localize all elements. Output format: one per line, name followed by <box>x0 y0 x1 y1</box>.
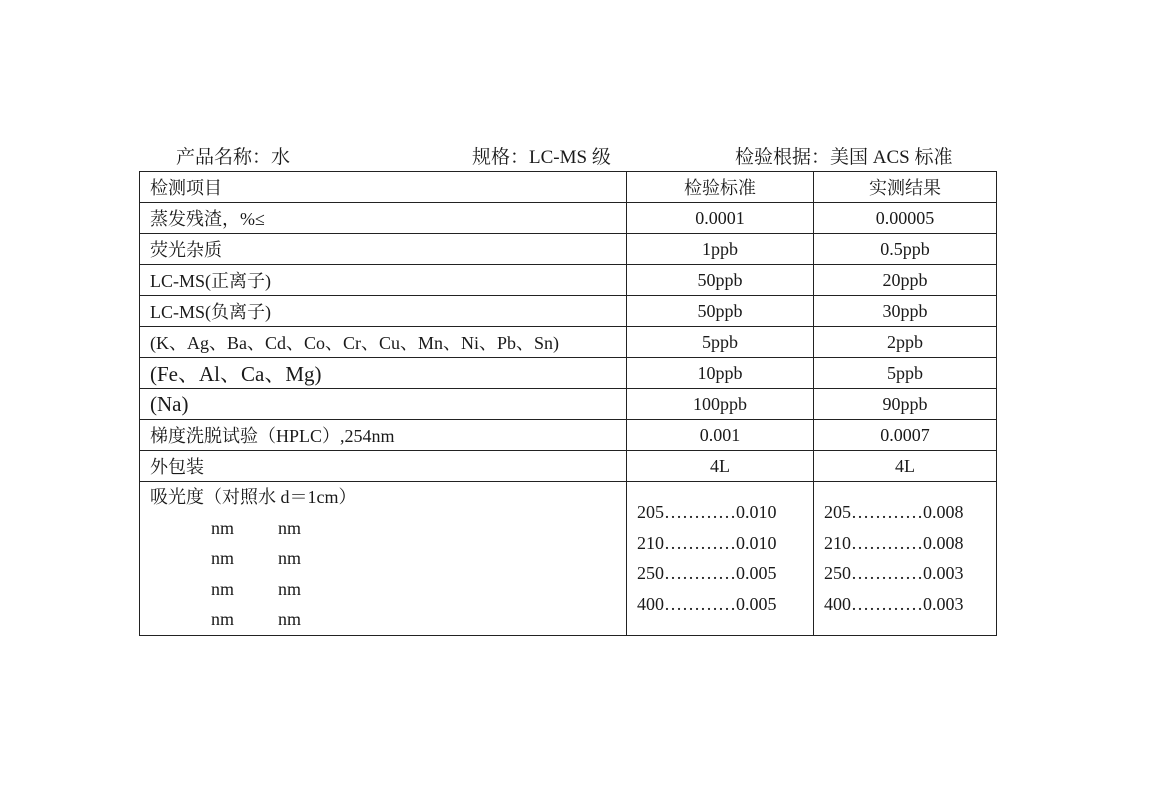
table-row <box>140 327 997 358</box>
nm-line <box>150 513 626 544</box>
absorbance-standard-value: 205…………0.010 <box>637 502 777 523</box>
row-standard: 50ppb <box>627 265 814 296</box>
absorbance-standard-value: 210…………0.010 <box>637 532 777 553</box>
absorbance-result <box>814 482 997 636</box>
nm-line <box>150 543 626 574</box>
table-row <box>140 203 997 234</box>
nm-unit: nm <box>278 548 302 568</box>
absorbance-result-value: 250…………0.003 <box>824 563 964 584</box>
row-item: LC-MS(负离子) <box>140 296 627 327</box>
inspection-basis: 检验根据：美国 ACS 标准 <box>735 147 953 168</box>
absorbance-label: 吸光度（对照水 d＝1cm） <box>150 487 357 507</box>
table-row <box>140 265 997 296</box>
nm-unit: nm <box>211 578 235 599</box>
nm-unit: nm <box>211 609 235 629</box>
spec-table <box>139 171 997 636</box>
absorbance-row <box>140 482 997 636</box>
absorbance-standard-value: 250…………0.005 <box>637 563 777 584</box>
absorbance-standard <box>627 482 814 636</box>
row-item: 荧光杂质 <box>140 234 627 265</box>
row-result: 0.00005 <box>814 203 997 234</box>
row-standard: 50ppb <box>627 296 814 327</box>
nm-unit: nm <box>211 517 235 538</box>
nm-line <box>150 574 626 605</box>
absorbance-result-value: 210…………0.008 <box>824 532 964 553</box>
row-item: (K、Ag、Ba、Cd、Co、Cr、Cu、Mn、Ni、Pb、Sn) <box>140 327 627 358</box>
row-standard: 0.0001 <box>627 203 814 234</box>
table-row <box>140 420 997 451</box>
nm-line <box>150 604 626 635</box>
row-result: 30ppb <box>814 296 997 327</box>
row-result: 5ppb <box>814 358 997 389</box>
row-result: 20ppb <box>814 265 997 296</box>
product-name: 产品名称：水 <box>176 147 291 168</box>
row-result: 4L <box>814 451 997 482</box>
row-item: (Na) <box>140 389 627 420</box>
row-item: (Fe、Al、Ca、Mg) <box>140 358 627 389</box>
row-result: 0.5ppb <box>814 234 997 265</box>
table-row <box>140 234 997 265</box>
row-standard: 10ppb <box>627 358 814 389</box>
row-standard: 1ppb <box>627 234 814 265</box>
row-item: LC-MS(正离子) <box>140 265 627 296</box>
row-item: 外包装 <box>140 451 627 482</box>
row-standard: 0.001 <box>627 420 814 451</box>
table-row <box>140 296 997 327</box>
absorbance-result-value: 205…………0.008 <box>824 502 964 523</box>
row-standard: 4L <box>627 451 814 482</box>
document-header <box>0 142 1160 168</box>
nm-unit: nm <box>211 548 235 568</box>
row-standard: 5ppb <box>627 327 814 358</box>
row-result: 90ppb <box>814 389 997 420</box>
absorbance-result-value: 400…………0.003 <box>824 593 964 614</box>
table-row <box>140 358 997 389</box>
row-item: 梯度洗脱试验（HPLC）,254nm <box>140 420 627 451</box>
col-header-result: 实测结果 <box>814 172 997 203</box>
row-result: 2ppb <box>814 327 997 358</box>
table-row <box>140 451 997 482</box>
nm-unit: nm <box>278 517 302 538</box>
row-standard: 100ppb <box>627 389 814 420</box>
table-header-row <box>140 172 997 203</box>
col-header-item: 检测项目 <box>140 172 627 203</box>
absorbance-item <box>140 482 627 636</box>
nm-unit: nm <box>278 609 302 629</box>
row-item: 蒸发残渣，%≤ <box>140 203 627 234</box>
product-spec: 规格：LC-MS 级 <box>472 147 611 168</box>
absorbance-standard-value: 400…………0.005 <box>637 593 777 614</box>
table-row <box>140 389 997 420</box>
nm-unit: nm <box>278 578 302 599</box>
col-header-standard: 检验标准 <box>627 172 814 203</box>
row-result: 0.0007 <box>814 420 997 451</box>
